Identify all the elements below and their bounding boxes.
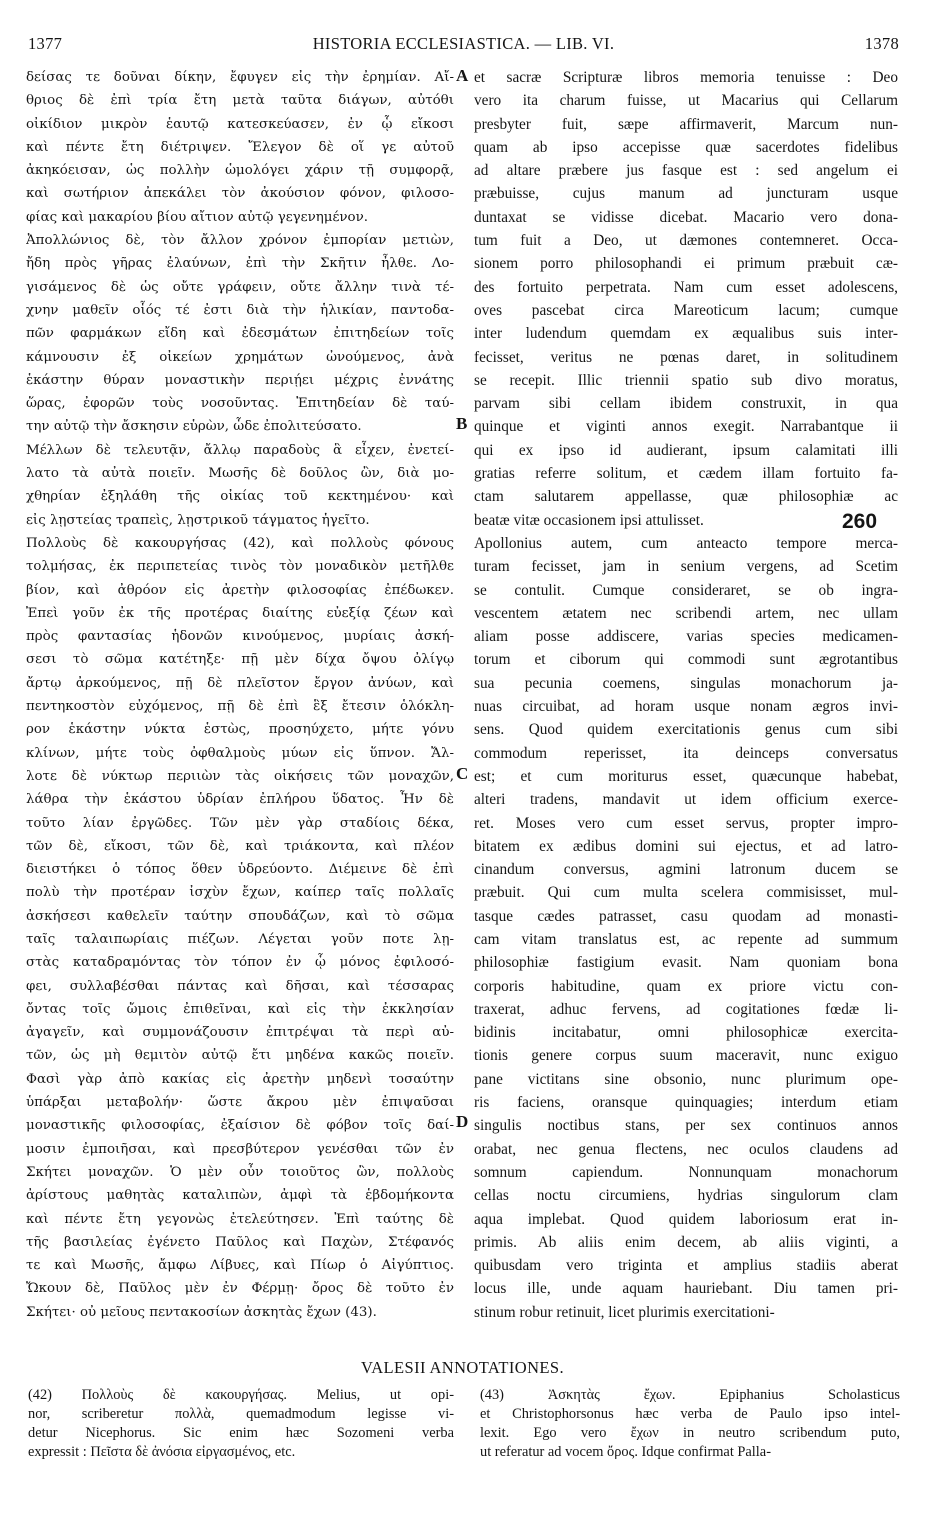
text-line: tasque cædes patrasset, casu quodam ad monasti- (474, 907, 898, 925)
section-marker-d: D (456, 1112, 469, 1131)
greek-text-column (26, 66, 454, 1324)
text-line: Μέλλων δὲ τελευτᾷν, ἄλλῳ παραδοὺς ἃ εἶχεν, ἐνετεί- (26, 442, 454, 458)
text-line: nor, scriberetur πολλὰ, quemadmodum legisse vi- (28, 1406, 454, 1422)
text-line: χνην μαθεῖν οἷός τέ ἐστι διὰ τὴν ἡλικίαν, παντοδα- (26, 302, 454, 318)
text-line: commodum reperisset, ita deinceps conversatus (474, 744, 898, 762)
text-line: quinque et viginti annos exegit. Narrabantque ii (474, 418, 898, 436)
text-line: βίον, καὶ ἀθρόον εἰς ἀρετὴν φιλοσοφίας ἐπέδωκεν. (26, 582, 454, 598)
text-line: et Christophorsonus hæc verba de Paulo ipso intel- (480, 1406, 900, 1422)
text-line: ris faciens, oransque quinquagies; interdum etiam (474, 1094, 898, 1112)
text-line: ad altare præbere jus fasque est : sed angelum ei (474, 162, 898, 180)
text-line: καὶ πέντε ἔτη διέτριψεν. Ἔλεγον δὲ οἵ γε αὐτοῦ (26, 139, 454, 155)
text-line: τολμήσας, ἐκ περιπετείας τινὸς τὸν μοναδικὸν μετῆλθε (26, 559, 454, 575)
text-line: ἤδη πρὸς γῆρας ἐλαύνων, ἐπὶ τὴν Σκῆτιν ἦλθε. Λο- (26, 256, 454, 272)
left-page-number: 1377 (28, 34, 63, 53)
text-line: χθηρίαν ἐξηλάθη τῆς οἰκίας τοῦ κεκτημένου· καὶ (26, 489, 454, 505)
column-number: 260 (842, 510, 878, 533)
text-line: φίας καὶ μακαρίου βίου αἴτιον αὐτῷ γεγενημένον. (26, 209, 368, 225)
text-line: γισάμενος δὲ ὡς οὔτε γράφειν, οὔτε ἄλλην τινὰ τέ- (26, 279, 454, 295)
text-line: lexit. Ego vero ἔχων in neutro scribendum puto, (480, 1425, 900, 1441)
text-line: ἄρτῳ ἀρκούμενος, πῇ δὲ πλεῖστον ἔργον ἀνύων, καὶ (26, 675, 454, 691)
text-line: expressit : Πεῖστα δὲ ἀνόσια εἰργασμένος, etc. (28, 1444, 296, 1460)
text-line: singulis noctibus stans, per sex continuos annos (474, 1117, 898, 1135)
text-line: aliam posse addiscere, varias species medicamen- (474, 628, 898, 646)
text-line: τε καὶ Μωσῆς, ἄμφω Λίβυες, καὶ Πίωρ ὁ Αἰγύπτιος. (26, 1258, 454, 1274)
running-header (28, 34, 899, 60)
text-line: locus ille, unde aquam hauriebant. Diu tamen pri- (474, 1280, 898, 1298)
text-line: somnum capiendum. Nonnunquam monachorum (474, 1163, 898, 1181)
text-line: Φασὶ γὰρ ἀπὸ κακίας εἰς ἀρετὴν μηδενὶ τοσαύτην (26, 1071, 454, 1087)
text-line: sionem porro philosophandi ei primum præbuit cæ- (474, 255, 898, 273)
text-line: καὶ σωτήριον ἀπεκάλει τὸν ἀκούσιον φόνον, φιλοσο- (26, 186, 454, 202)
text-line: qui ex ipso id audierant, ipsum calamitati illi (474, 441, 898, 459)
text-line: ἀσκήσεσι καθελεῖν ταύτην σπουδάζων, καὶ τὸ σῶμα (26, 908, 454, 924)
text-line: Ὤκουν δὲ, Παῦλος μὲν ἐν Φέρμῃ· ὄρος δὲ τοῦτο ἐν (26, 1281, 454, 1297)
text-line: corporis habitudine, quam ex priore victu con- (474, 977, 898, 995)
text-line: turam fecisset, jam in senium vergens, ad Scetim (474, 558, 898, 576)
text-line: est; et cum moriturus esset, quæcunque habebat, (474, 767, 898, 785)
text-line: ut referatur ad vocem ὄρος. Idque confirmat Palla- (480, 1444, 771, 1460)
section-marker-c: C (456, 764, 469, 783)
text-line: detur Nicephorus. Sic enim hæc Sozomeni verba (28, 1425, 454, 1441)
text-line: οἰκίδιον μικρὸν ἑαυτῷ κατεσκεύασεν, ἐν ᾧ εἴκοσι (26, 116, 454, 132)
annotation-note-43 (480, 1386, 900, 1462)
text-line: cam vitam translatus est, ac repente ad summum (474, 930, 898, 948)
text-line: τοῦτο λίαν ἐργῶδες. Τῶν μὲν γὰρ σταδίοις δέκα, (26, 815, 454, 831)
text-line: Σκήτει μοναχῶν. Ὁ μὲν οὖν τοιοῦτος ὢν, πολλοὺς (26, 1164, 454, 1180)
text-line: (42) Πολλοὺς δὲ κακουργήσας. Melius, ut opi- (28, 1387, 454, 1403)
text-line: quam ab ipso accepisse quæ sacerdotes fidelibus (474, 138, 898, 156)
text-line: philosophiæ fastigium evasit. Nam quoniam bona (474, 954, 898, 972)
annotation-note-42 (28, 1386, 454, 1462)
text-line: ἑκάστην θύραν μοναστικὴν περιῄει μέχρις ἐννάτης (26, 372, 454, 388)
text-line: ctam salutarem appellasse, quæ philosophiæ ac (474, 488, 898, 506)
text-line: Apollonius autem, cum anteacto tempore merca- (474, 534, 898, 552)
text-line: λάθρα τὴν ἑκάστου ὑδρίαν ἐπλήρου ὕδατος. Ἦν δὲ (26, 792, 454, 808)
text-line: ταῖς ταλαιπωρίαις πιέζων. Λέγεται γοῦν ποτε λῃ- (26, 931, 454, 947)
text-line: bidinis incitabatur, omni philosophicæ exercita- (474, 1024, 898, 1042)
running-title: HISTORIA ECCLESIASTICA. — LIB. VI. (312, 34, 615, 53)
text-line: την αὐτῷ τὴν ἄσκησιν εὑρὼν, ὧδε ἐπολιτεύσατο. (26, 419, 362, 435)
text-line: bitatem ex ædibus domini sui ejectus, et ad latro- (474, 837, 898, 855)
text-line: sua pecunia coemens, singulas monachorum ja- (474, 674, 898, 692)
text-line: (43) Ἀσκητὰς ἔχων. Epiphanius Scholasticus (480, 1387, 900, 1403)
text-line: tionis genere corpus suum maceravit, nunc exiguo (474, 1047, 898, 1065)
text-line: δείσας τε δοῦναι δίκην, ἔφυγεν εἰς τὴν ἐρημίαν. Αἴ- (26, 70, 454, 85)
right-page-number: 1378 (864, 34, 899, 53)
text-line: torum et ciborum qui commodi sunt ægrotantibus (474, 651, 898, 669)
text-line: des fortuito perpetrata. Nam cum esset adolescens, (474, 278, 898, 296)
text-line: πρὸς φαντασίας ἡδονῶν κινούμενος, μυρίαις ἀσκή- (26, 629, 454, 645)
text-line: σεσι τὸ σῶμα κατέτηξε· πῇ μὲν δίχα ὄψου ὀλίγῳ (26, 652, 454, 668)
text-line: cellas noctu circumiens, hydrias singulorum clam (474, 1187, 898, 1205)
text-line: vero ita charum fuisse, ut Macarius qui Cellarum (474, 92, 898, 110)
text-line: traxerat, adhuc fervens, ad cogitationes fœdæ li- (474, 1000, 898, 1018)
text-line: ὑπάρξαι μεταβολήν· ὥστε ἄκρου μὲν ἐπιψαῦσαι (26, 1095, 454, 1111)
text-line: πῶν φαρμάκων εἴδη καὶ ἐδεσμάτων ἐπιτηδείων τοῖς (26, 326, 454, 342)
text-line: se contulit. Cumque consideraret, se ob ingra- (474, 581, 898, 599)
text-line: φει, συλλαβέσθαι πάντας καὶ δῆσαι, καὶ τέσσαρας (26, 978, 454, 994)
text-line: μοναστικῆς φιλοσοφίας, ἐξαίσιον δὲ φόβον τοῖς δαί- (26, 1118, 454, 1134)
text-line: ὄντας τοῖς ὤμοις ἐπιθεῖναι, καὶ εἰς τὴν ἐκκλησίαν (26, 1001, 454, 1017)
text-line: ret. Moses vero cum esset servus, propter impro- (474, 814, 898, 832)
text-line: ἀγαγεῖν, καὶ συμμονάζουσιν ἐπιτρέψαι τὰ περὶ αὐ- (26, 1025, 454, 1041)
text-line: tum fuit a Deo, ut dæmones contemneret. Occa- (474, 232, 898, 250)
text-line: Πολλοὺς δὲ κακουργήσας (42), καὶ πολλοὺς φόνους (26, 535, 454, 551)
text-line: gratias referre solitum, et cædem illam fortuito fa- (474, 465, 898, 483)
text-line: πολὺ τὴν προτέραν ἰσχὺν ἔχων, καίπερ ταῖς πολλαῖς (26, 885, 454, 901)
text-line: beatæ vitæ occasionem ipsi attulisset. (474, 511, 704, 529)
text-line: præbuit. Qui cum multa scelera commisisset, mul- (474, 884, 898, 902)
text-line: inter ludendum quemdam ex æqualibus suis inter- (474, 325, 898, 343)
text-line: μοσιν ἐμποιῆσαι, καὶ πρεσβύτερον γενέσθαι τῶν ἐν (26, 1141, 454, 1157)
text-line: præbuisse, cujus manum ad juncturam usque (474, 185, 898, 203)
text-line: λατο τὰ αὐτὰ ποιεῖν. Μωσῆς δὲ δοῦλος ὢν, διὰ μο- (26, 466, 454, 482)
text-line: κάμνουσιν ἐξ οἰκείων χρημάτων ὠνούμενος, ἀνὰ (26, 349, 454, 365)
text-line: orabat, nec genua flectens, nec oculos claudens ad (474, 1140, 898, 1158)
text-line: ὥρας, ἐφορῶν τοὺς νοσοῦντας. Ἐπιτηδείαν δὲ ταύ- (26, 396, 454, 412)
text-line: stinum robur retinuit, licet plurimis exercitationi- (474, 1303, 775, 1321)
text-line: primis. Ab aliis enim decem, ab aliis viginti, a (474, 1233, 898, 1251)
text-line: alteri tradens, mandavit ut idem officium exerce- (474, 791, 898, 809)
text-line: τῆς βασιλείας ἐγένετο Παῦλος καὶ Παχὼν, Στέφανός (26, 1234, 454, 1250)
text-line: et sacræ Scripturæ libros memoria tenuisse : Deo (474, 69, 898, 86)
text-line: pane victitans sine obsonio, nunc plurimum ope- (474, 1070, 898, 1088)
text-line: ρον ἑκάστην νύκτα ἑστὼς, προσηύχετο, μήτε γόνυ (26, 722, 454, 738)
text-line: Σκήτει· οὐ μεῖους πεντακοσίων ἀσκητὰς ἔχων (43). (26, 1304, 377, 1320)
text-line: τῶν δὲ, εἴκοσι, τῶν δὲ, καὶ τριάκοντα, καὶ πλέον (26, 838, 454, 854)
text-line: vescentem ætatem nec scribendi artem, nec ullam (474, 604, 898, 622)
text-line: Ἐπεὶ γοῦν ἐκ τῆς προτέρας διαίτης εὐεξίᾳ ζέων καὶ (26, 605, 454, 621)
text-line: nuas circuibat, ad horam usque nonam ægros invi- (474, 698, 898, 716)
text-line: Ἀπολλώνιος δὲ, τὸν ἄλλον χρόνον ἐμπορίαν μετιὼν, (26, 233, 454, 249)
text-line: ἀρίστους μαθητὰς καταλιπὼν, ἀμφὶ τὰ ἑβδομήκοντα (26, 1188, 454, 1204)
section-marker-b: B (456, 414, 468, 433)
text-line: ἀκηκόεισαν, ὡς πολλὴν ὡμολόγει χάριν τῇ συμφορᾷ, (26, 163, 454, 179)
text-line: λοτε δὲ νύκτωρ περιιὼν τὰς οἰκήσεις τῶν μοναχῶν, (26, 768, 454, 784)
text-line: εἰς λῃστείας τραπεὶς, λῃστρικοῦ τάγματος ἡγεῖτο. (26, 512, 370, 528)
text-line: θριος δὲ ἐπὶ τρία ἔτη μετὰ ταῦτα διάγων, αὐτόθι (26, 93, 454, 109)
annotations-title: VALESII ANNOTATIONES. (361, 1358, 564, 1377)
text-line: parvam sibi cellam ibidem construxit, in qua (474, 395, 898, 413)
latin-text-column (474, 66, 898, 1324)
section-marker-a: A (456, 66, 469, 85)
text-line: διειστήκει ὁ τόπος ὅθεν ὑδρεύοντο. Διέμεινε δὲ ἐπὶ (26, 862, 454, 878)
text-line: presbyter fuit, sæpe affirmaverit, Marcum nun- (474, 115, 898, 133)
text-line: πεντηκοστὸν εὐχόμενος, πῇ δὲ ἐπὶ ἓξ ἔτεσιν ὁλόκλη- (26, 699, 454, 715)
text-line: oves pascebat circa Mareoticum lacum; cumque (474, 301, 898, 319)
text-line: στὰς καταδραμόντας τὸν τόπον ἐν ᾧ μόνος ἐφιλοσό- (26, 955, 454, 971)
text-line: τῶν, ὡς μὴ θεμιτὸν αὐτῷ ἔτι μηδένα κακῶς ποιεῖν. (26, 1048, 454, 1064)
text-line: fecisset, veritus ne pœnas daret, in solitudinem (474, 348, 898, 366)
text-line: κλίνων, μήτε τοὺς ὀφθαλμοὺς μύων εἰς ὕπνον. Ἄλ- (26, 745, 454, 761)
text-line: se recepit. Illic triennii spatio sub divo moratus, (474, 371, 898, 389)
text-line: duntaxat se vidisse dicebat. Macario vero dona- (474, 208, 898, 226)
text-line: quibusdam vero triginta et amplius stadiis aberat (474, 1257, 898, 1275)
text-line: sens. Quod quidem exercitationis genus cum sibi (474, 721, 898, 739)
text-line: aqua implebat. Quod quidem laboriosum erat in- (474, 1210, 898, 1228)
text-line: cinandum conversus, agmini latronum ducem se (474, 861, 898, 879)
text-line: καὶ πέντε ἔτη γεγονὼς ἐτελεύτησεν. Ἐπὶ ταύτης δὲ (26, 1211, 454, 1227)
